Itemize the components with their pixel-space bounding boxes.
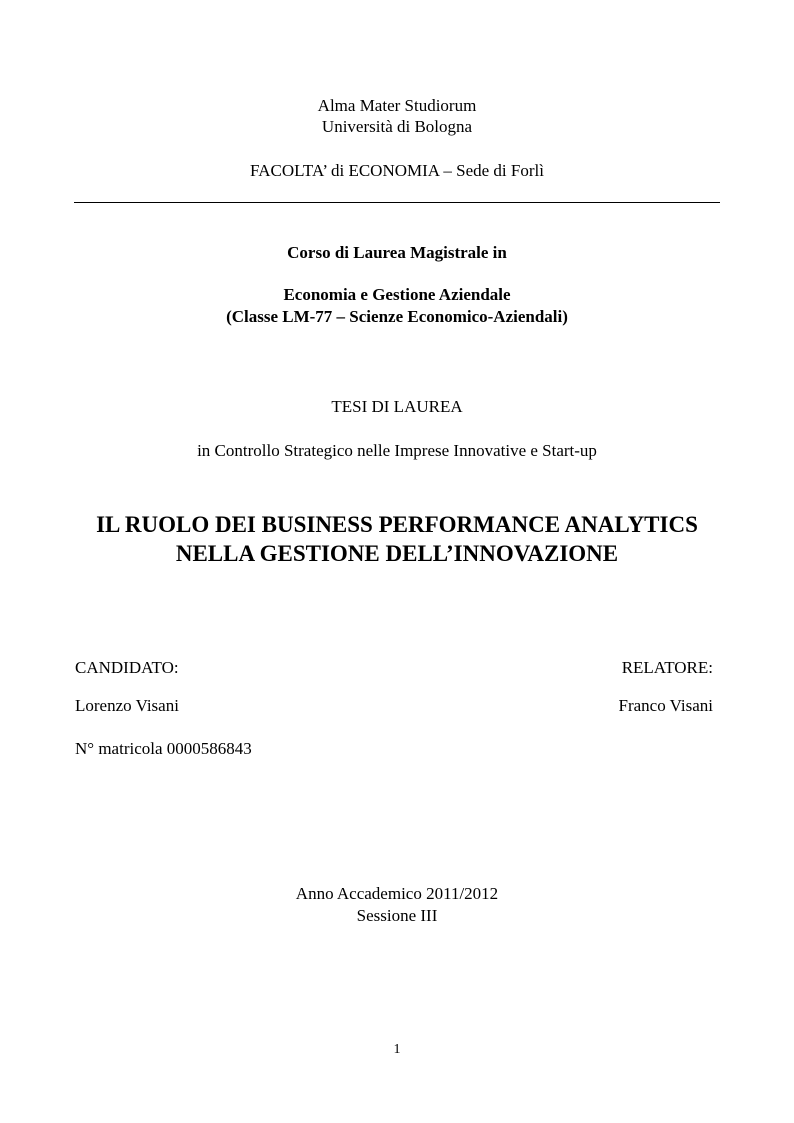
thesis-title-line-1: IL RUOLO DEI BUSINESS PERFORMANCE ANALYTICS: [96, 512, 698, 537]
page-number: 1: [393, 1042, 401, 1057]
university-name: Alma Mater Studiorum: [317, 96, 477, 115]
candidate-label: CANDIDATO:: [75, 658, 179, 677]
header-divider: [74, 202, 720, 203]
academic-year: Anno Accademico 2011/2012: [295, 884, 499, 903]
thesis-type: TESI DI LAUREA: [331, 397, 463, 416]
course-intro: Corso di Laurea Magistrale in: [287, 243, 507, 262]
session: Sessione III: [356, 906, 438, 925]
thesis-subject: in Controllo Strategico nelle Imprese Innovative e Start-up: [197, 441, 597, 460]
candidate-matricola: N° matricola 0000586843: [75, 739, 252, 758]
course-class: (Classe LM-77 – Scienze Economico-Aziendali): [226, 307, 568, 326]
thesis-title-line-2: NELLA GESTIONE DELL’INNOVAZIONE: [175, 541, 619, 566]
faculty-name: FACOLTA’ di ECONOMIA – Sede di Forlì: [250, 161, 544, 180]
university-location: Università di Bologna: [321, 117, 473, 136]
candidate-name: Lorenzo Visani: [75, 696, 179, 715]
supervisor-name: Franco Visani: [618, 696, 713, 715]
supervisor-label: RELATORE:: [621, 658, 713, 677]
course-name: Economia e Gestione Aziendale: [283, 285, 511, 304]
